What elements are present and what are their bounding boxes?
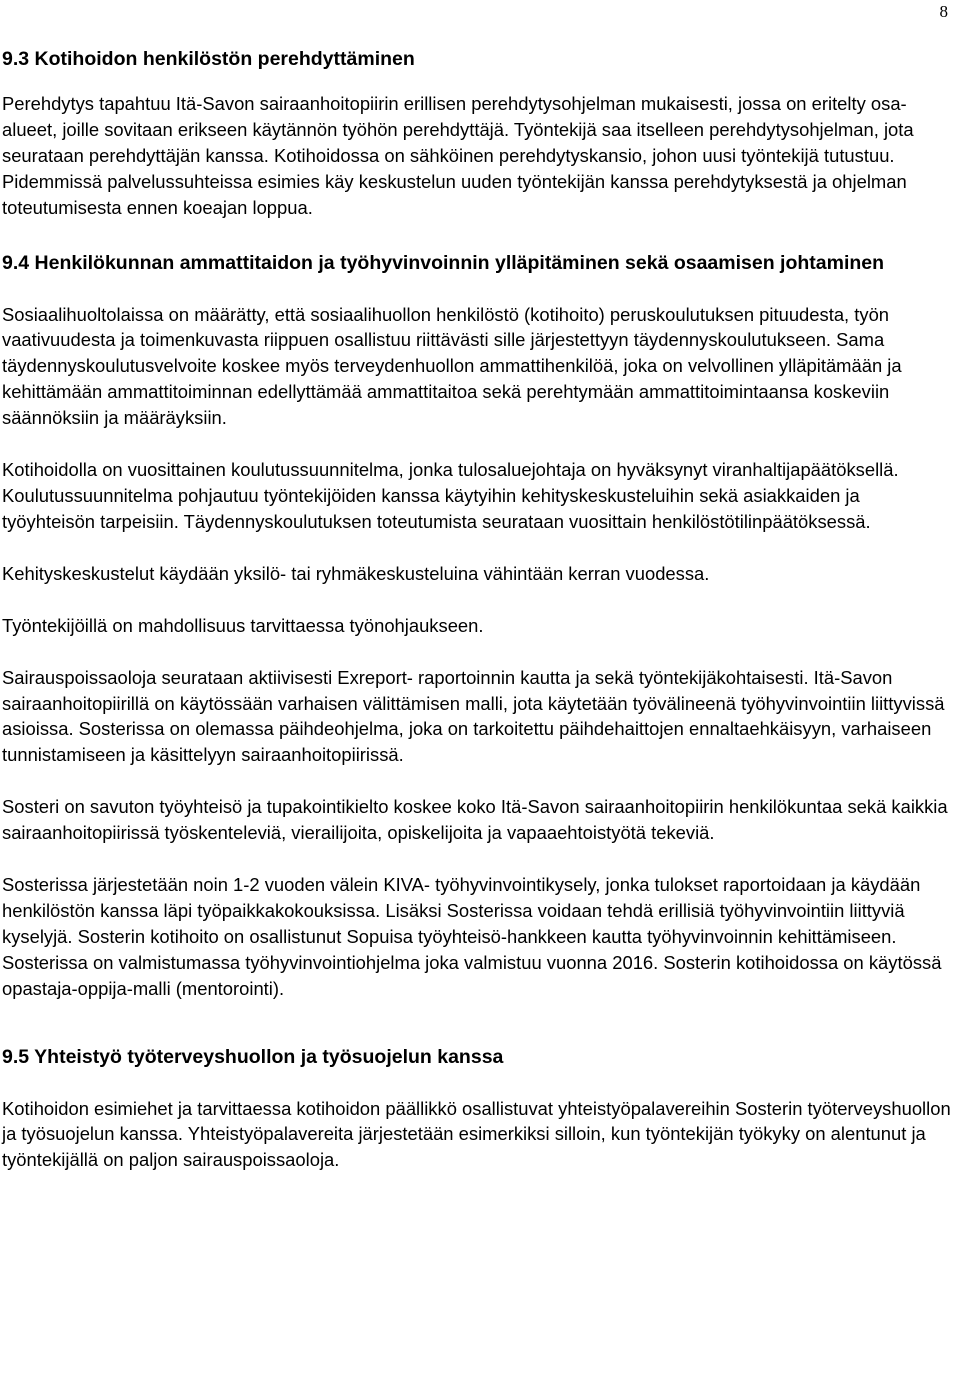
section-9-4 — [2, 250, 952, 1002]
paragraph: Perehdytys tapahtuu Itä-Savon sairaanhoitopiirin erillisen perehdytysohjelman mukaisesti, jossa on eritelty osa-alueet, joille sovitaan erikseen käytännön työhön perehdyttäjä. Työntekijä saa itselleen perehdytysohjelman, jota seurataan perehdyttäjän kanssa. Kotihoidossa on sähköinen perehdytyskansio, johon uusi työntekijä tutustuu. Pidemmissä palvelussuhteissa esimies käy keskustelun uuden työntekijän kanssa perehdytyksestä ja ohjelman toteutumisesta ennen koeajan loppua. — [2, 93, 914, 218]
paragraph: Sosteri on savuton työyhteisö ja tupakointikielto koskee koko Itä-Savon sairaanhoitopiirin henkilökuntaa sekä kaikkia sairaanhoitopiirissä työskenteleviä, vierailijoita, opiskelijoita ja vapaaehtoistyötä tekeviä. — [2, 796, 948, 844]
section-heading: 9.5 Yhteistyö työterveyshuollon ja työsuojelun kanssa — [2, 1045, 504, 1068]
paragraph: Kotihoidolla on vuosittainen koulutussuunnitelma, jonka tulosaluejohtaja on hyväksynyt viranhaltijapäätöksellä. Koulutussuunnitelma pohjautuu työntekijöiden kanssa käytyihin kehityskeskusteluihin sekä asiakkaiden ja työyhteisön tarpeisiin. Täydennyskoulutuksen toteutumista seurataan vuosittain henkilöstötilinpäätöksessä. — [2, 459, 899, 532]
paragraph: Sosterissa järjestetään noin 1-2 vuoden välein KIVA- työhyvinvointikysely, jonka tulokset raportoidaan ja käydään henkilöstön kanssa läpi työpaikkakokouksissa. Lisäksi Sosterissa voidaan tehdä erillisiä työhyvinvointiin liittyviä kyselyjä. Sosterin kotihoito on osallistunut Sopuisa työyhteisö-hankkeen kautta työhyvinvoinnin kehittämiseen. Sosterissa on valmistumassa työhyvinvointiohjelma joka valmistuu vuonna 2016. Sosterin kotihoidossa on käytössä opastaja-oppija-malli (mentorointi). — [2, 874, 942, 999]
paragraph: Työntekijöillä on mahdollisuus tarvittaessa työnohjaukseen. — [2, 614, 484, 636]
paragraph: Kehityskeskustelut käydään yksilö- tai ryhmäkeskusteluina vähintään kerran vuodessa. — [2, 562, 710, 584]
page-content — [2, 46, 952, 1173]
paragraph: Sosiaalihuoltolaissa on määrätty, että sosiaalihuollon henkilöstö (kotihoito) peruskoulutuksen pituudesta, työn vaativuudesta ja toimenkuvasta riippuen osallistuu riittävästi sille järjestettyyn täydennyskoulutukseen. Sama täydennyskoulutusvelvoite koskee myös terveydenhuollon ammattihenkilöä, joka on velvollinen ylläpitämään ja kehittämään ammattitoiminnan edellyttämää ammattitaitoa sekä perehtymään ammattitoimintaansa koskeviin säännöksiin ja määräyksiin. — [2, 303, 902, 429]
paragraph: Sairauspoissaoloja seurataan aktiivisesti Exreport- raportoinnin kautta ja sekä työntekijäkohtaisesti. Itä-Savon sairaanhoitopiirillä on käytössään varhaisen välittämisen malli, jota käytetään työvälineenä työhyvinvointiin liittyvissä asioissa. Sosterissa on olemassa päihdeohjelma, joka on tarkoitettu päihdehaittojen ennaltaehkäisyyn, varhaiseen tunnistamiseen ja käsittelyyn sairaanhoitopiirissä. — [2, 666, 945, 766]
paragraph: Kotihoidon esimiehet ja tarvittaessa kotihoidon päällikkö osallistuvat yhteistyöpalavereihin Sosterin työterveyshuollon ja työsuojelun kanssa. Yhteistyöpalavereita järjestetään esimerkiksi silloin, kun työntekijän työkyky on alentunut ja työntekijällä on paljon sairauspoissaoloja. — [2, 1097, 951, 1171]
page-number: 8 — [939, 2, 948, 21]
section-9-5 — [2, 1044, 952, 1174]
section-9-3 — [2, 46, 952, 221]
section-heading: 9.3 Kotihoidon henkilöstön perehdyttäminen — [2, 48, 415, 70]
section-heading: 9.4 Henkilökunnan ammattitaidon ja työhyvinvoinnin ylläpitäminen sekä osaamisen johtaminen — [2, 251, 885, 274]
